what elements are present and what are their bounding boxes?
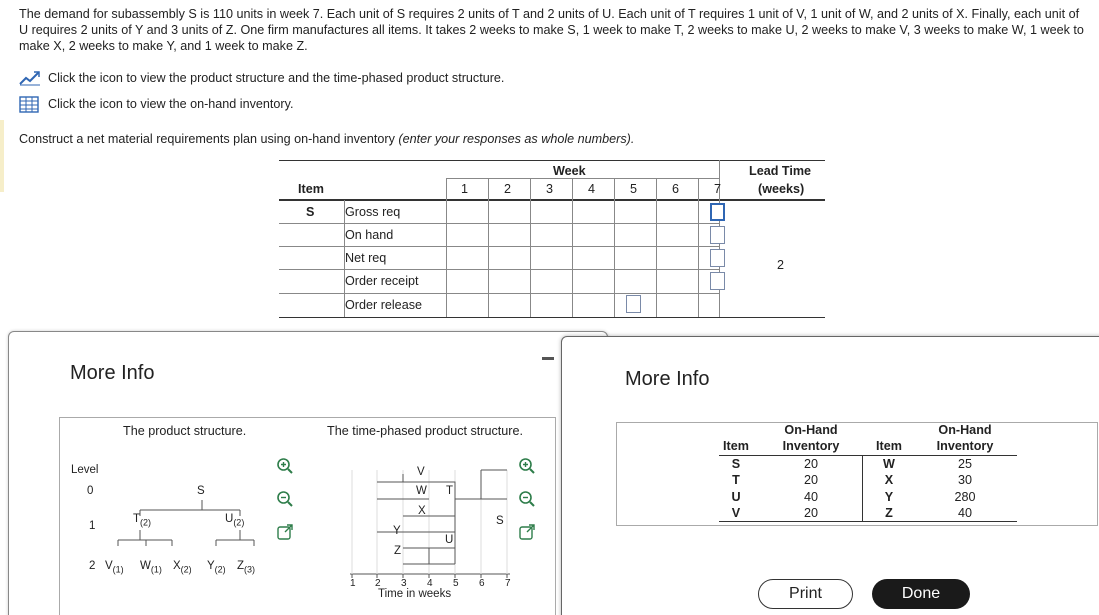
left-accent-bar	[0, 120, 4, 192]
inv-header-inventory-left: Inventory	[782, 439, 840, 453]
tp-label-w: W	[416, 485, 427, 497]
tp-axis-5: 5	[453, 578, 459, 589]
lead-time-value: 2	[777, 258, 785, 272]
tp-axis-2: 2	[375, 578, 381, 589]
node-s: S	[197, 485, 205, 497]
node-w: $W_{(1)}$	[140, 560, 162, 575]
node-z: $Z_{(3)}$	[237, 560, 256, 575]
zoom-in-icon[interactable]	[516, 455, 538, 477]
lead-time-header: Lead Time	[749, 164, 812, 178]
panel-left-title: More Info	[70, 362, 155, 384]
on-hand-week7-input[interactable]	[710, 226, 725, 244]
tp-label-z: Z	[394, 545, 402, 557]
inv-header-inventory-right: Inventory	[936, 439, 994, 453]
inv-header-onhand-right: On-Hand	[938, 423, 992, 437]
external-link-icon[interactable]	[516, 521, 538, 543]
inv-header-item-right: Item	[876, 439, 902, 453]
week-2-header: 2	[504, 182, 512, 196]
week-1-header: 1	[461, 182, 469, 196]
row-order-release: Order release	[345, 298, 422, 312]
minimize-button[interactable]	[542, 357, 554, 360]
node-t: $T_{(2)}$	[133, 513, 152, 528]
item-s: S	[306, 205, 315, 219]
structure-image-box	[59, 417, 556, 615]
inv-qty-v: 20	[803, 506, 818, 520]
row-gross-req: Gross req	[345, 205, 401, 219]
inv-qty-u: 40	[803, 490, 818, 504]
print-button[interactable]: Print	[758, 579, 853, 609]
week-5-header: 5	[630, 182, 638, 196]
structure-zoom-controls	[274, 455, 296, 554]
product-structure-tree	[100, 488, 300, 578]
zoom-in-icon[interactable]	[274, 455, 296, 477]
row-net-req: Net req	[345, 251, 387, 265]
inv-item-s: S	[731, 457, 741, 471]
week-4-header: 4	[588, 182, 596, 196]
level-label: Level	[71, 464, 99, 476]
time-phased-title: The time-phased product structure.	[327, 424, 523, 438]
node-y: $Y_{(2)}$	[207, 560, 226, 575]
mrp-table	[279, 160, 825, 318]
tp-label-y: Y	[393, 525, 401, 537]
panel-right-title: More Info	[625, 368, 710, 390]
done-button[interactable]: Done	[872, 579, 970, 609]
tp-axis-1: 1	[350, 578, 356, 589]
external-link-icon[interactable]	[274, 521, 296, 543]
row-on-hand: On hand	[345, 228, 394, 242]
tp-label-u: U	[445, 534, 454, 546]
inv-qty-x: 30	[957, 473, 972, 487]
time-phased-zoom-controls	[516, 455, 538, 554]
level-1: 1	[89, 520, 96, 532]
node-x: $X_{(2)}$	[173, 560, 192, 575]
construct-instruction: Construct a net material requirements plan using on-hand inventory (enter your responses as whole numbers).	[19, 132, 635, 146]
hint-structure-text: Click the icon to view the product structure and the time-phased product structure.	[48, 71, 505, 85]
hint-structure[interactable]	[19, 69, 504, 87]
level-0: 0	[87, 485, 94, 497]
inv-item-z: Z	[885, 506, 893, 520]
inv-header-onhand-left: On-Hand	[784, 423, 838, 437]
tp-axis-7: 7	[505, 578, 511, 589]
week-6-header: 6	[672, 182, 680, 196]
inv-item-t: T	[732, 473, 740, 487]
tp-xlabel: Time in weeks	[378, 588, 452, 600]
hint-inventory-text: Click the icon to view the on-hand inventory.	[48, 97, 294, 111]
tp-axis-6: 6	[479, 578, 485, 589]
inv-item-y: Y	[884, 490, 894, 504]
product-structure-title: The product structure.	[123, 424, 247, 438]
gross-req-week7-input[interactable]	[710, 203, 725, 221]
tp-label-x: X	[418, 505, 426, 517]
order-receipt-week7-input[interactable]	[710, 272, 725, 290]
inv-item-v: V	[731, 506, 741, 520]
inv-item-x: X	[884, 473, 894, 487]
lead-time-subheader: (weeks)	[758, 182, 805, 196]
zoom-out-icon[interactable]	[516, 488, 538, 510]
tp-label-t: T	[446, 485, 454, 497]
order-release-week5-input[interactable]	[626, 295, 641, 313]
inv-header-item-left: Item	[723, 439, 749, 453]
tp-label-s: S	[496, 515, 504, 527]
inventory-table	[616, 422, 1098, 526]
hint-inventory[interactable]	[19, 95, 293, 113]
inv-qty-w: 25	[957, 457, 972, 471]
week-header: Week	[553, 164, 586, 178]
inv-qty-t: 20	[803, 473, 818, 487]
zoom-out-icon[interactable]	[274, 488, 296, 510]
tp-axis-3: 3	[401, 578, 407, 589]
node-v: $V_{(1)}$	[105, 560, 124, 575]
inv-item-w: W	[883, 457, 895, 471]
row-order-receipt: Order receipt	[345, 274, 419, 288]
inv-qty-y: 280	[954, 490, 976, 504]
net-req-week7-input[interactable]	[710, 249, 725, 267]
problem-statement: The demand for subassembly S is 110 units in week 7. Each unit of S requires 2 units of T and 2 units of U. Each unit of T requires 1 unit of V, 1 unit of W, and 2 units of X. Finally, each unit of U requires 2 units of Y and 3 units of Z. One firm manufactures all items. It takes 2 weeks to make S, 1 week to make T, 2 weeks to make U, 2 weeks to make V, 3 weeks to make W, 1 week to make X, 2 weeks to make Y, and 1 week to make Z.	[19, 7, 1084, 53]
level-2: 2	[89, 560, 96, 572]
inv-qty-s: 20	[803, 457, 818, 471]
table-icon[interactable]	[19, 95, 41, 113]
chart-icon[interactable]	[19, 69, 41, 87]
week-3-header: 3	[546, 182, 554, 196]
inv-qty-z: 40	[957, 506, 972, 520]
item-header: Item	[298, 182, 324, 196]
tp-axis-4: 4	[427, 578, 433, 589]
inv-item-u: U	[731, 490, 741, 504]
tp-label-v: V	[417, 466, 425, 478]
node-u: $U_{(2)}$	[225, 513, 245, 528]
week-7-header: 7	[714, 182, 722, 196]
